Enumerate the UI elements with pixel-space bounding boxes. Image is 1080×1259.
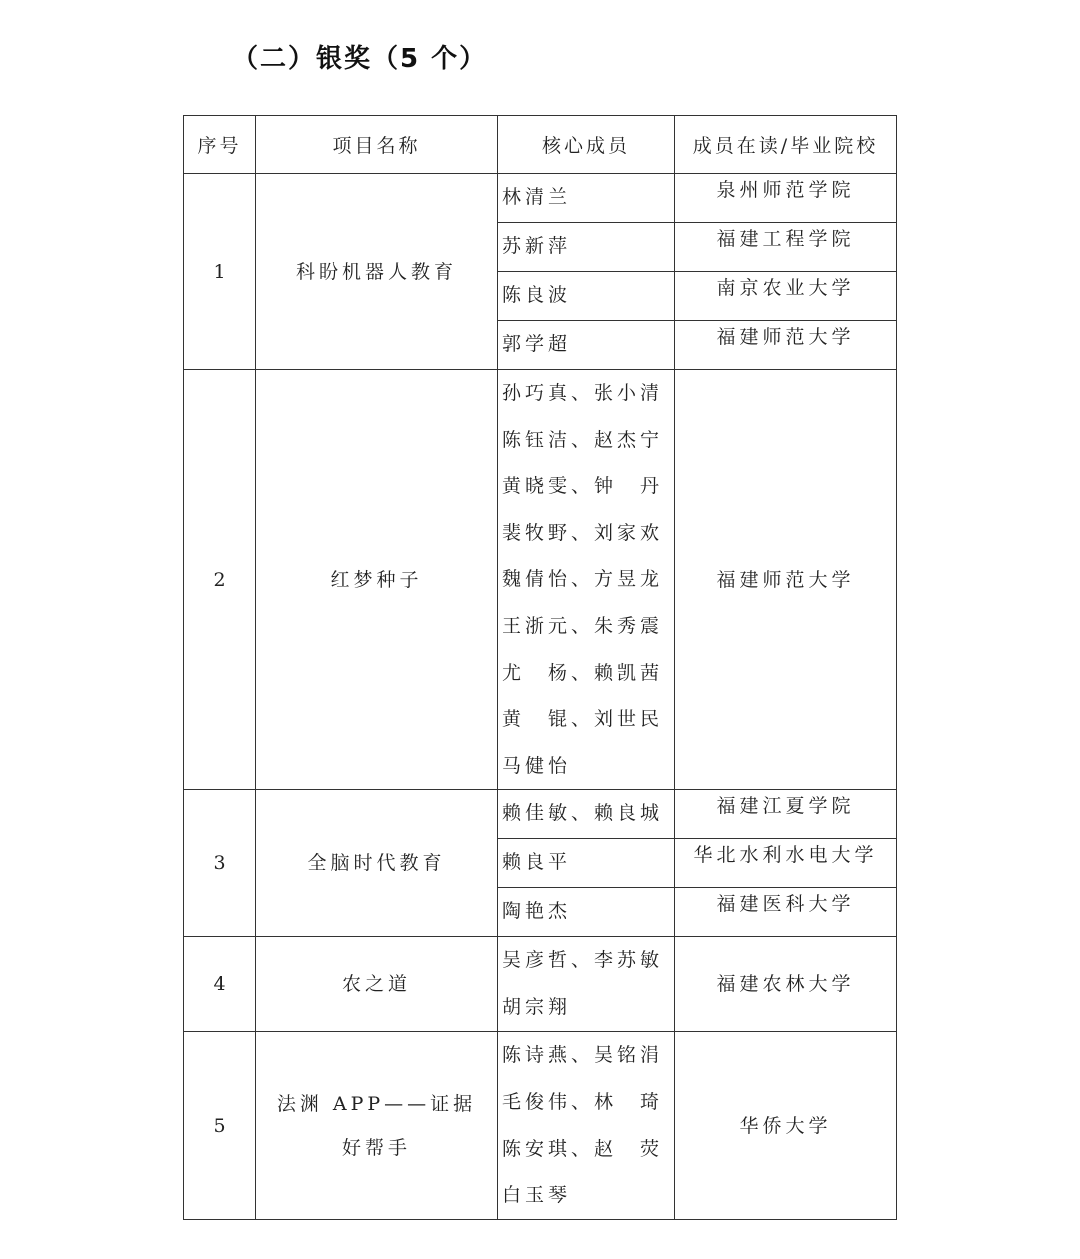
school-cell: 南京农业大学 — [675, 272, 897, 321]
header-project-name: 项目名称 — [256, 116, 498, 174]
member-line: 马健怡 — [502, 754, 572, 777]
member-line: 胡宗翔 — [502, 995, 572, 1018]
member-line: 赖良平 — [502, 851, 572, 874]
member-line: 郭学超 — [502, 333, 572, 355]
member-line: 陈钰洁、赵杰宁 — [502, 428, 664, 451]
member-line: 孙巧真、张小清 — [502, 382, 664, 404]
school-cell: 福建工程学院 — [675, 223, 897, 272]
member-line: 陶艳杰 — [502, 900, 572, 923]
member-line: 赖佳敏、赖良城 — [502, 802, 664, 825]
table-row — [184, 1032, 897, 1220]
member-line: 吴彦哲、李苏敏 — [502, 949, 664, 972]
project-name-line: 好帮手 — [341, 1136, 411, 1159]
section-heading: （二）银奖（5 个） — [232, 44, 488, 74]
member-cell — [498, 937, 675, 1032]
table-row — [184, 790, 897, 839]
school-cell: 华侨大学 — [675, 1032, 897, 1220]
member-cell — [498, 790, 675, 839]
school-cell: 福建师范大学 — [675, 370, 897, 790]
project-name — [256, 1032, 498, 1220]
member-line: 裴牧野、刘家欢 — [502, 521, 664, 544]
project-name: 科盼机器人教育 — [256, 174, 498, 370]
school-cell: 福建师范大学 — [675, 321, 897, 370]
member-cell — [498, 1032, 675, 1220]
table-row — [184, 937, 897, 1032]
member-cell — [498, 272, 675, 321]
member-cell — [498, 839, 675, 888]
member-line: 尤 杨、赖凯茜 — [502, 661, 664, 684]
project-name: 农之道 — [256, 937, 498, 1032]
header-school: 成员在读/毕业院校 — [675, 116, 897, 174]
member-cell — [498, 321, 675, 370]
row-number: 5 — [184, 1032, 256, 1220]
member-line: 王浙元、朱秀震 — [502, 614, 664, 637]
member-cell — [498, 174, 675, 223]
header-core-members: 核心成员 — [498, 116, 675, 174]
member-cell — [498, 223, 675, 272]
table-row — [184, 370, 897, 790]
row-number: 2 — [184, 370, 256, 790]
project-name-line: 法渊 APP——证据 — [276, 1092, 477, 1115]
member-line: 毛俊伟、林 琦 — [502, 1090, 664, 1113]
member-line: 陈良波 — [502, 284, 572, 306]
member-cell — [498, 888, 675, 937]
row-number: 3 — [184, 790, 256, 937]
header-no: 序号 — [184, 116, 256, 174]
member-line: 苏新萍 — [502, 235, 572, 257]
member-line: 黄晓雯、钟 丹 — [502, 475, 664, 498]
school-cell: 福建农林大学 — [675, 937, 897, 1032]
school-cell: 福建医科大学 — [675, 888, 897, 937]
project-name: 红梦种子 — [256, 370, 498, 790]
school-cell: 福建江夏学院 — [675, 790, 897, 839]
school-cell: 华北水利水电大学 — [675, 839, 897, 888]
project-name: 全脑时代教育 — [256, 790, 498, 937]
member-line: 白玉琴 — [502, 1184, 572, 1207]
row-number: 1 — [184, 174, 256, 370]
member-line: 魏倩怡、方昱龙 — [502, 568, 664, 591]
silver-award-table — [183, 115, 897, 1220]
member-line: 陈诗燕、吴铭涓 — [502, 1044, 664, 1067]
row-number: 4 — [184, 937, 256, 1032]
table-row — [184, 174, 897, 223]
table-header-row — [184, 116, 897, 174]
member-line: 陈安琪、赵 荧 — [502, 1137, 664, 1160]
member-line: 林清兰 — [502, 186, 572, 208]
school-cell: 泉州师范学院 — [675, 174, 897, 223]
member-cell — [498, 370, 675, 790]
member-line: 黄 锟、刘世民 — [502, 708, 664, 731]
